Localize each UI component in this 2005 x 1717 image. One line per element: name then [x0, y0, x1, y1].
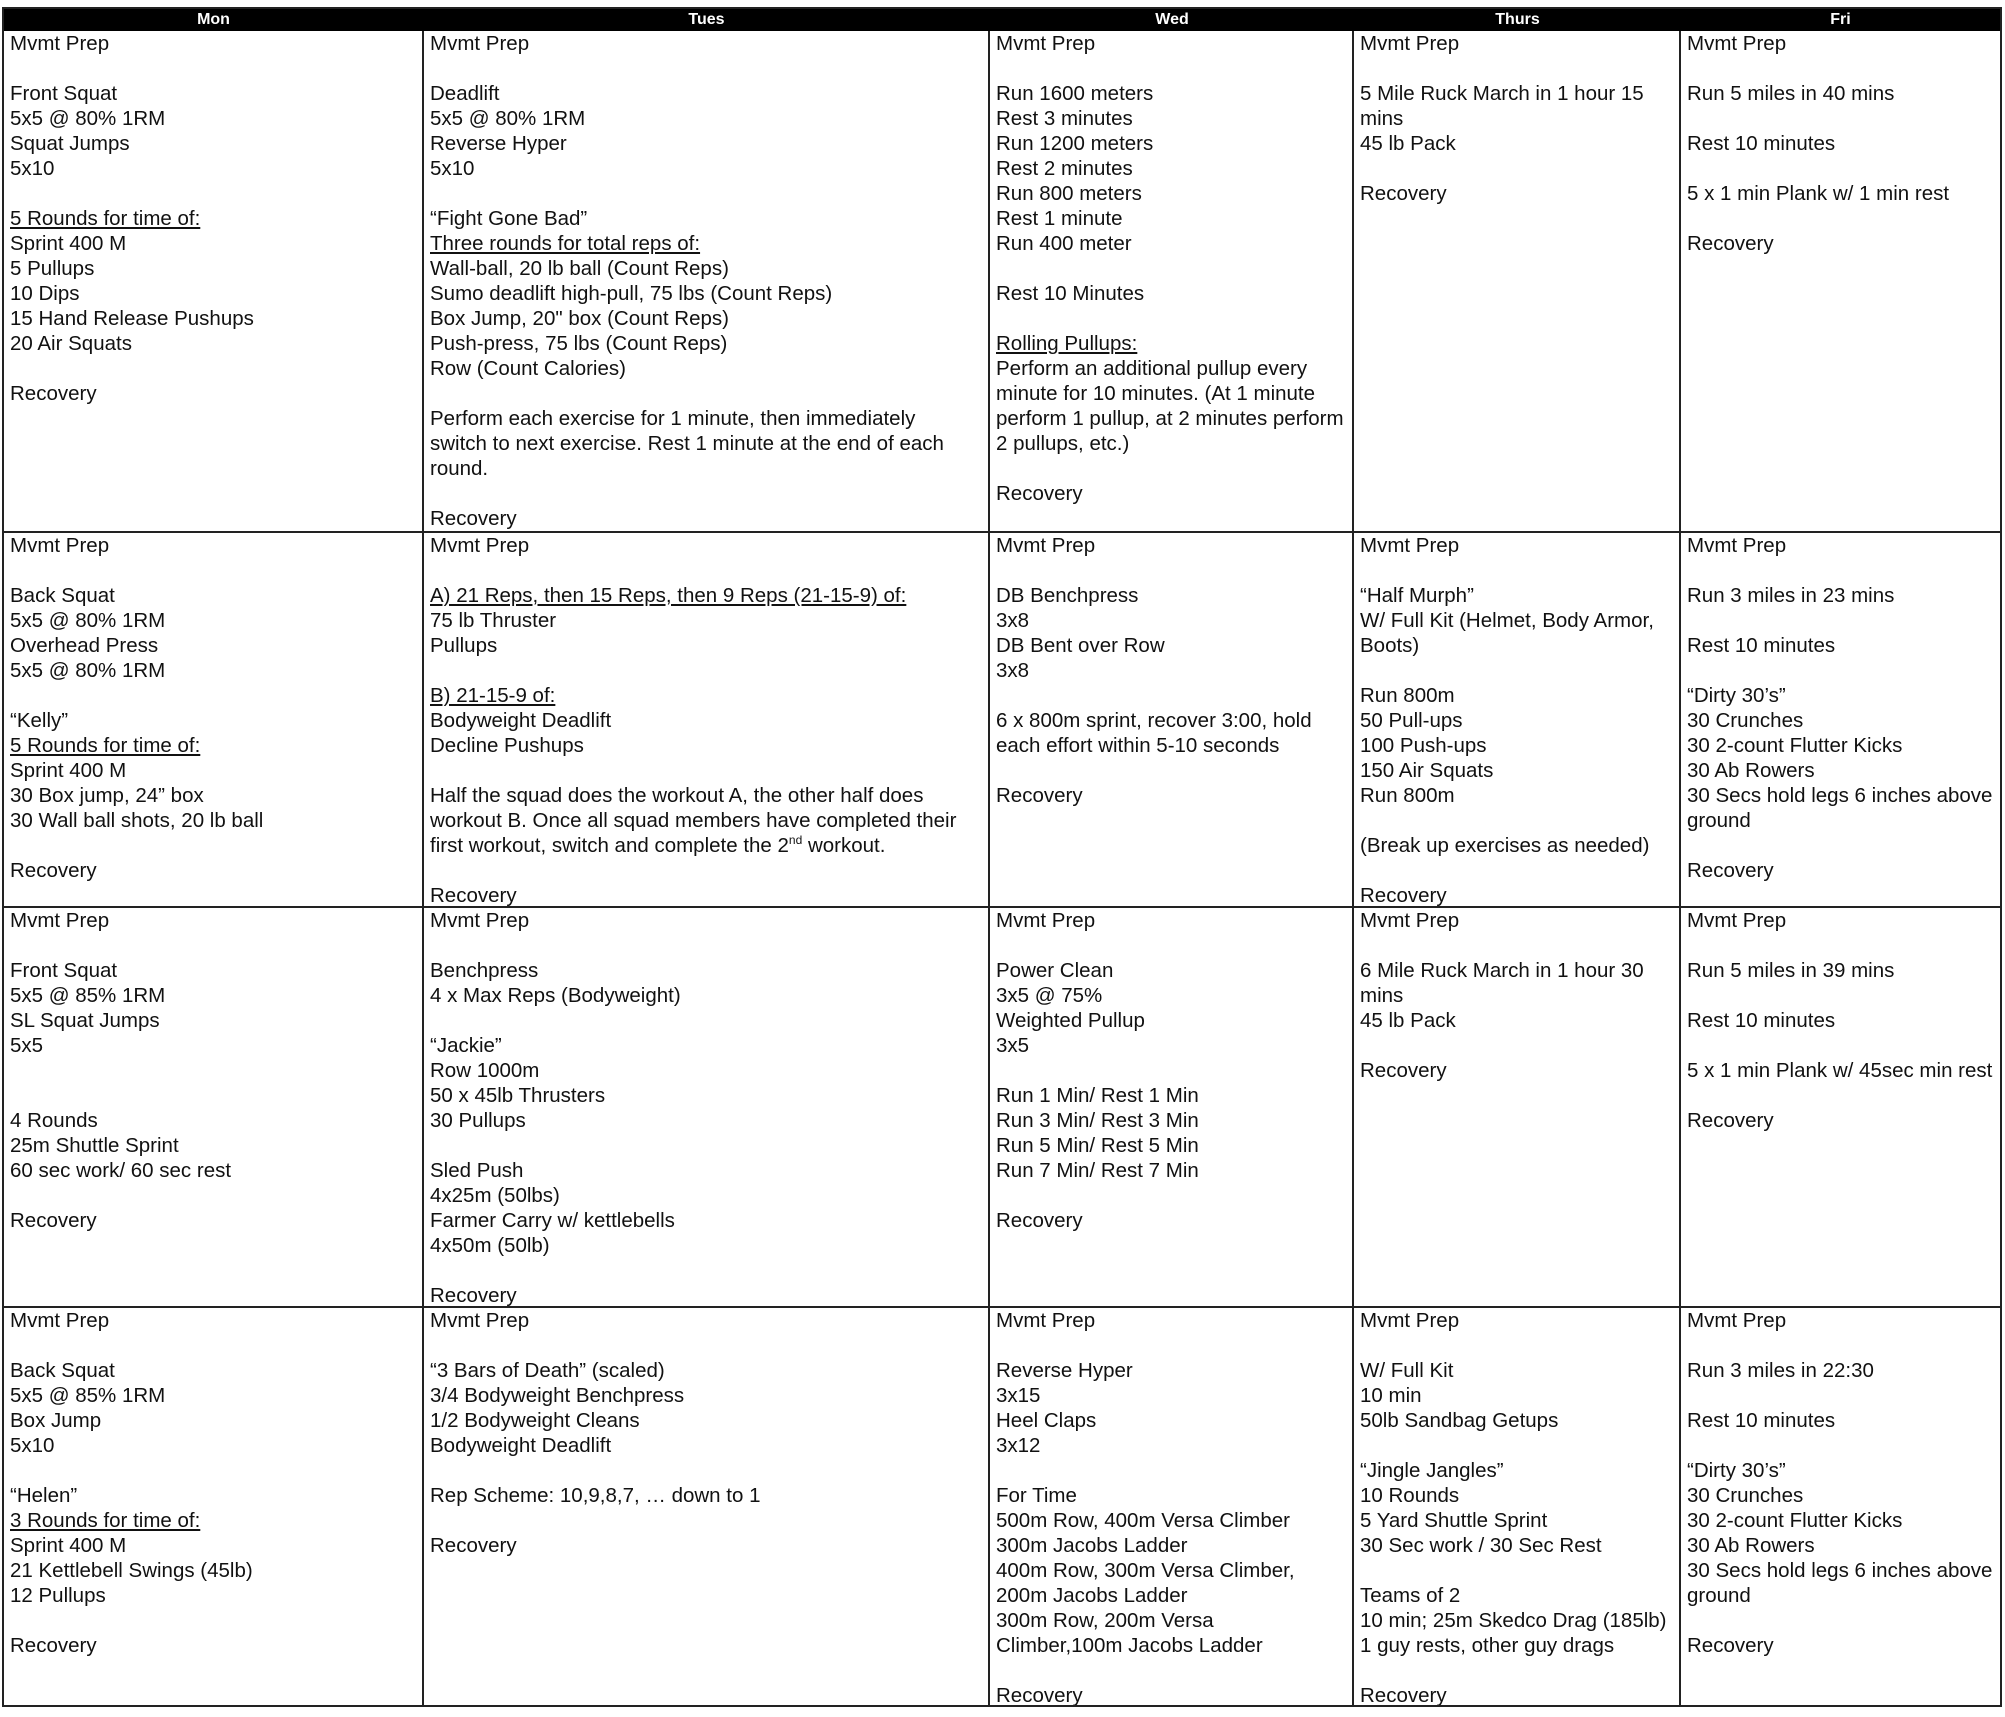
- workout-line: perform 1 pullup, at 2 minutes perform: [996, 407, 1344, 430]
- workout-line: “Jingle Jangles”: [1360, 1459, 1504, 1482]
- blank-line: [1687, 658, 1994, 683]
- workout-line: Recovery: [996, 784, 1083, 807]
- workout-line: Recovery: [996, 1209, 1083, 1232]
- workout-line: 30 Secs hold legs 6 inches above: [1687, 784, 1993, 807]
- blank-line: [1687, 983, 1994, 1008]
- workout-line: 75 lb Thruster: [430, 609, 557, 632]
- ordinal-suffix: nd: [788, 833, 803, 848]
- workout-line: Recovery: [10, 1634, 97, 1657]
- blank-line: [10, 1183, 416, 1208]
- workout-line: B) 21-15-9 of:: [430, 684, 556, 707]
- workout-line: Recovery: [10, 1209, 97, 1232]
- workout-line: 5x10: [10, 157, 55, 180]
- workout-line: 5x5 @ 80% 1RM: [10, 659, 166, 682]
- workout-line: Mvmt Prep: [430, 909, 530, 932]
- blank-line: [10, 1608, 416, 1633]
- workout-line: Benchpress: [430, 959, 539, 982]
- workout-line: 1/2 Bodyweight Cleans: [430, 1409, 640, 1432]
- workout-line: Mvmt Prep: [10, 534, 110, 557]
- workout-line: 2 pullups, etc.): [996, 432, 1130, 455]
- header-mon: Mon: [197, 11, 230, 28]
- workout-line: 20 Air Squats: [10, 332, 132, 355]
- workout-line: DB Benchpress: [996, 584, 1139, 607]
- blank-line: [10, 1058, 416, 1083]
- cell-week3-tues: [424, 908, 988, 1306]
- workout-line: 45 lb Pack: [1360, 132, 1456, 155]
- workout-line: W/ Full Kit: [1360, 1359, 1454, 1382]
- cell-week1-wed: [990, 31, 1352, 531]
- header-tues: Tues: [688, 11, 725, 28]
- workout-line: Recovery: [1687, 1109, 1774, 1132]
- blank-line: [430, 1508, 982, 1533]
- cell-week2-mon: [4, 533, 422, 906]
- workout-line: 5x5 @ 80% 1RM: [10, 609, 166, 632]
- cell-week1-fri: [1681, 31, 2000, 531]
- workout-line: “Kelly”: [10, 709, 69, 732]
- workout-line: Row (Count Calories): [430, 357, 626, 380]
- workout-line: Rolling Pullups:: [996, 332, 1138, 355]
- workout-line: Rest 10 minutes: [1687, 1009, 1836, 1032]
- workout-line: “Helen”: [10, 1484, 78, 1507]
- workout-line: 5x10: [430, 157, 475, 180]
- workout-line: 6 Mile Ruck March in 1 hour 30: [1360, 959, 1644, 982]
- blank-line: [1687, 1383, 1994, 1408]
- workout-line: 30 Crunches: [1687, 1484, 1804, 1507]
- workout-line: Run 1600 meters: [996, 82, 1154, 105]
- workout-line: Recovery: [996, 482, 1083, 505]
- workout-line: 5 Yard Shuttle Sprint: [1360, 1509, 1548, 1532]
- workout-line: 30 Pullups: [430, 1109, 526, 1132]
- blank-line: [10, 933, 416, 958]
- blank-line: [1360, 858, 1673, 883]
- cell-week1-tues: [424, 31, 988, 531]
- workout-line: Rest 1 minute: [996, 207, 1123, 230]
- workout-line: Sled Push: [430, 1159, 524, 1182]
- workout-line: Front Squat: [10, 959, 118, 982]
- workout-schedule-table: [2, 7, 2002, 1707]
- blank-line: [430, 1333, 982, 1358]
- workout-line: 5x5 @ 85% 1RM: [10, 984, 166, 1007]
- workout-line: Mvmt Prep: [10, 1309, 110, 1332]
- blank-line: [10, 1333, 416, 1358]
- blank-line: [1360, 156, 1673, 181]
- workout-line: Box Jump: [10, 1409, 102, 1432]
- header-thurs: Thurs: [1495, 11, 1540, 28]
- blank-line: [430, 1008, 982, 1033]
- workout-line: 30 Ab Rowers: [1687, 1534, 1815, 1557]
- workout-line: 30 Crunches: [1687, 709, 1804, 732]
- blank-line: [1687, 1608, 1994, 1633]
- workout-line: Recovery: [996, 1684, 1083, 1705]
- blank-line: [1687, 156, 1994, 181]
- cell-week3-fri: [1681, 908, 2000, 1306]
- workout-line: 3/4 Bodyweight Benchpress: [430, 1384, 685, 1407]
- workout-line: Three rounds for total reps of:: [430, 232, 701, 255]
- workout-line: Recovery: [1687, 1634, 1774, 1657]
- workout-line: 4 x Max Reps (Bodyweight): [430, 984, 681, 1007]
- cell-week3-wed: [990, 908, 1352, 1306]
- workout-line: Mvmt Prep: [1360, 909, 1460, 932]
- workout-line: workout B. Once all squad members have completed their: [430, 809, 957, 832]
- workout-line: ground: [1687, 809, 1751, 832]
- workout-line: Mvmt Prep: [1687, 534, 1787, 557]
- workout-line: Climber,100m Jacobs Ladder: [996, 1634, 1263, 1657]
- workout-line: switch to next exercise. Rest 1 minute at the end of each: [430, 432, 944, 455]
- workout-line: Mvmt Prep: [1687, 32, 1787, 55]
- blank-line: [996, 1333, 1346, 1358]
- workout-line: Rest 10 minutes: [1687, 132, 1836, 155]
- workout-line: Rest 10 minutes: [1687, 634, 1836, 657]
- workout-line: Mvmt Prep: [1360, 534, 1460, 557]
- workout-line: each effort within 5-10 seconds: [996, 734, 1280, 757]
- blank-line: [996, 558, 1346, 583]
- workout-line: 30 Box jump, 24” box: [10, 784, 204, 807]
- cell-week4-mon: [4, 1308, 422, 1705]
- blank-line: [10, 1458, 416, 1483]
- workout-line: Sprint 400 M: [10, 1534, 127, 1557]
- workout-line: Mvmt Prep: [10, 909, 110, 932]
- blank-line: [1360, 1333, 1673, 1358]
- workout-line: mins: [1360, 984, 1404, 1007]
- workout-line: Recovery: [10, 382, 97, 405]
- workout-line: Recovery: [430, 884, 517, 906]
- blank-line: [996, 1058, 1346, 1083]
- workout-line: Farmer Carry w/ kettlebells: [430, 1209, 675, 1232]
- blank-line: [1360, 56, 1673, 81]
- workout-line: round.: [430, 457, 489, 480]
- workout-line: Reverse Hyper: [430, 132, 567, 155]
- blank-line: [10, 356, 416, 381]
- workout-line: Power Clean: [996, 959, 1114, 982]
- workout-line: 5x5: [10, 1034, 44, 1057]
- blank-line: [1687, 106, 1994, 131]
- workout-line: Rest 10 Minutes: [996, 282, 1145, 305]
- workout-line: Recovery: [430, 1284, 517, 1306]
- workout-line: Box Jump, 20" box (Count Reps): [430, 307, 729, 330]
- workout-line: 5x10: [10, 1434, 55, 1457]
- blank-line: [996, 758, 1346, 783]
- workout-line: Run 800 meters: [996, 182, 1142, 205]
- workout-line: 50lb Sandbag Getups: [1360, 1409, 1559, 1432]
- workout-line: DB Bent over Row: [996, 634, 1165, 657]
- workout-line: Recovery: [1360, 884, 1447, 906]
- blank-line: [430, 1458, 982, 1483]
- cell-week1-mon: [4, 31, 422, 531]
- blank-line: [996, 1658, 1346, 1683]
- workout-line: Sumo deadlift high-pull, 75 lbs (Count Reps): [430, 282, 833, 305]
- workout-line: 6 x 800m sprint, recover 3:00, hold: [996, 709, 1312, 732]
- workout-line: Mvmt Prep: [1360, 32, 1460, 55]
- cell-week4-fri: [1681, 1308, 2000, 1705]
- workout-line: Recovery: [430, 507, 517, 530]
- blank-line: [1687, 1433, 1994, 1458]
- workout-line: Half the squad does the workout A, the other half does: [430, 784, 924, 807]
- workout-line: Boots): [1360, 634, 1420, 657]
- blank-line: [430, 858, 982, 883]
- workout-line: 5 Mile Ruck March in 1 hour 15: [1360, 82, 1644, 105]
- workout-line: Weighted Pullup: [996, 1009, 1145, 1032]
- workout-line: Bodyweight Deadlift: [430, 1434, 612, 1457]
- workout-line: 12 Pullups: [10, 1584, 106, 1607]
- workout-line: mins: [1360, 107, 1404, 130]
- workout-line: 30 2-count Flutter Kicks: [1687, 1509, 1903, 1532]
- workout-line: Back Squat: [10, 584, 115, 607]
- workout-line: “Half Murph”: [1360, 584, 1474, 607]
- workout-line: 1 guy rests, other guy drags: [1360, 1634, 1615, 1657]
- workout-line: 5x5 @ 80% 1RM: [430, 107, 586, 130]
- workout-line: Run 400 meter: [996, 232, 1132, 255]
- cell-week4-wed: [990, 1308, 1352, 1705]
- workout-line: 5 Pullups: [10, 257, 95, 280]
- blank-line: [996, 256, 1346, 281]
- workout-line: Perform each exercise for 1 minute, then immediately: [430, 407, 916, 430]
- workout-line: Mvmt Prep: [996, 534, 1096, 557]
- cell-week2-wed: [990, 533, 1352, 906]
- workout-line: Wall-ball, 20 lb ball (Count Reps): [430, 257, 729, 280]
- workout-line: 5x5 @ 80% 1RM: [10, 107, 166, 130]
- workout-line: Bodyweight Deadlift: [430, 709, 612, 732]
- cell-week2-tues: [424, 533, 988, 906]
- workout-line: 3x8: [996, 659, 1030, 682]
- blank-line: [1687, 608, 1994, 633]
- blank-line: [1360, 558, 1673, 583]
- blank-line: [1360, 658, 1673, 683]
- workout-line: Deadlift: [430, 82, 500, 105]
- workout-line: 150 Air Squats: [1360, 759, 1494, 782]
- workout-line: Mvmt Prep: [1687, 1309, 1787, 1332]
- workout-line: Push-press, 75 lbs (Count Reps): [430, 332, 728, 355]
- workout-line: 300m Jacobs Ladder: [996, 1534, 1188, 1557]
- workout-line: Mvmt Prep: [996, 1309, 1096, 1332]
- workout-line: “Fight Gone Bad”: [430, 207, 588, 230]
- blank-line: [1687, 1333, 1994, 1358]
- cell-week2-fri: [1681, 533, 2000, 906]
- workout-line: 30 Sec work / 30 Sec Rest: [1360, 1534, 1602, 1557]
- cell-week4-thurs: [1354, 1308, 1679, 1705]
- workout-line: Run 1 Min/ Rest 1 Min: [996, 1084, 1199, 1107]
- workout-line: Run 5 miles in 39 mins: [1687, 959, 1895, 982]
- workout-line: 5 Rounds for time of:: [10, 207, 201, 230]
- workout-line: Recovery: [1360, 1684, 1447, 1705]
- blank-line: [10, 683, 416, 708]
- workout-line: Sprint 400 M: [10, 232, 127, 255]
- workout-line: Rest 10 minutes: [1687, 1409, 1836, 1432]
- workout-line: 3 Rounds for time of:: [10, 1509, 201, 1532]
- blank-line: [430, 181, 982, 206]
- workout-line: 21 Kettlebell Swings (45lb): [10, 1559, 253, 1582]
- workout-line: SL Squat Jumps: [10, 1009, 160, 1032]
- workout-line-text: first workout, switch and complete the 2: [430, 834, 789, 857]
- blank-line: [996, 933, 1346, 958]
- workout-line-text: workout.: [802, 834, 886, 857]
- workout-line: ground: [1687, 1584, 1751, 1607]
- workout-line: 5 x 1 min Plank w/ 1 min rest: [1687, 182, 1950, 205]
- workout-line: Squat Jumps: [10, 132, 130, 155]
- workout-line: 3x5 @ 75%: [996, 984, 1103, 1007]
- workout-line: Mvmt Prep: [996, 32, 1096, 55]
- workout-line: Overhead Press: [10, 634, 159, 657]
- blank-line: [1360, 1433, 1673, 1458]
- workout-line: Run 7 Min/ Rest 7 Min: [996, 1159, 1199, 1182]
- workout-line: Run 1200 meters: [996, 132, 1154, 155]
- blank-line: [430, 56, 982, 81]
- workout-line: Run 5 miles in 40 mins: [1687, 82, 1895, 105]
- workout-line: 200m Jacobs Ladder: [996, 1584, 1188, 1607]
- workout-line: (Break up exercises as needed): [1360, 834, 1650, 857]
- cell-week4-tues: [424, 1308, 988, 1705]
- workout-line: Run 800m: [1360, 784, 1455, 807]
- workout-line: 100 Push-ups: [1360, 734, 1487, 757]
- workout-line: Perform an additional pullup every: [996, 357, 1308, 380]
- blank-line: [996, 1458, 1346, 1483]
- header-fri: Fri: [1830, 11, 1851, 28]
- workout-line: Mvmt Prep: [996, 909, 1096, 932]
- blank-line: [430, 381, 982, 406]
- workout-line: minute for 10 minutes. (At 1 minute: [996, 382, 1316, 405]
- workout-line: 60 sec work/ 60 sec rest: [10, 1159, 232, 1182]
- blank-line: [430, 1258, 982, 1283]
- workout-line: Mvmt Prep: [10, 32, 110, 55]
- blank-line: [1687, 56, 1994, 81]
- workout-line: 50 x 45lb Thrusters: [430, 1084, 606, 1107]
- workout-line: “Jackie”: [430, 1034, 502, 1057]
- workout-line: Teams of 2: [1360, 1584, 1461, 1607]
- workout-line: 45 lb Pack: [1360, 1009, 1456, 1032]
- workout-line: 10 min: [1360, 1384, 1422, 1407]
- workout-line: 5 Rounds for time of:: [10, 734, 201, 757]
- workout-line: Front Squat: [10, 82, 118, 105]
- blank-line: [1687, 1033, 1994, 1058]
- blank-line: [1360, 1658, 1673, 1683]
- workout-line: Recovery: [1360, 1059, 1447, 1082]
- blank-line: [1360, 808, 1673, 833]
- workout-line: “Dirty 30’s”: [1687, 684, 1786, 707]
- blank-line: [996, 1183, 1346, 1208]
- blank-line: [430, 658, 982, 683]
- workout-line: Rep Scheme: 10,9,8,7, … down to 1: [430, 1484, 761, 1507]
- workout-line: Reverse Hyper: [996, 1359, 1133, 1382]
- workout-line: Mvmt Prep: [1360, 1309, 1460, 1332]
- blank-line: [10, 181, 416, 206]
- workout-line: 10 Dips: [10, 282, 80, 305]
- workout-line: 30 Secs hold legs 6 inches above: [1687, 1559, 1993, 1582]
- blank-line: [10, 56, 416, 81]
- workout-line: 5x5 @ 85% 1RM: [10, 1384, 166, 1407]
- workout-line: Run 3 miles in 23 mins: [1687, 584, 1895, 607]
- workout-line: 10 min; 25m Skedco Drag (185lb): [1360, 1609, 1667, 1632]
- workout-line: Mvmt Prep: [430, 32, 530, 55]
- cell-week3-thurs: [1354, 908, 1679, 1306]
- workout-line: Decline Pushups: [430, 734, 584, 757]
- workout-line: Mvmt Prep: [1687, 909, 1787, 932]
- cell-week1-thurs: [1354, 31, 1679, 531]
- workout-line: Recovery: [1687, 232, 1774, 255]
- workout-line: A) 21 Reps, then 15 Reps, then 9 Reps (21-15-9) of:: [430, 584, 907, 607]
- workout-line: Recovery: [1687, 859, 1774, 882]
- workout-line: 400m Row, 300m Versa Climber,: [996, 1559, 1295, 1582]
- blank-line: [1360, 1033, 1673, 1058]
- workout-line: Recovery: [430, 1534, 517, 1557]
- workout-line: Back Squat: [10, 1359, 115, 1382]
- workout-line: Rest 3 minutes: [996, 107, 1133, 130]
- workout-line: W/ Full Kit (Helmet, Body Armor,: [1360, 609, 1654, 632]
- workout-line: 30 Ab Rowers: [1687, 759, 1815, 782]
- workout-line: 25m Shuttle Sprint: [10, 1134, 179, 1157]
- blank-line: [996, 56, 1346, 81]
- blank-line: [10, 1083, 416, 1108]
- blank-line: [430, 558, 982, 583]
- workout-line: Recovery: [10, 859, 97, 882]
- workout-line: 4x50m (50lb): [430, 1234, 550, 1257]
- workout-line: 3x12: [996, 1434, 1041, 1457]
- workout-line: Run 3 Min/ Rest 3 Min: [996, 1109, 1199, 1132]
- blank-line: [10, 558, 416, 583]
- workout-line: Sprint 400 M: [10, 759, 127, 782]
- workout-line: “3 Bars of Death” (scaled): [430, 1359, 665, 1382]
- cell-week2-thurs: [1354, 533, 1679, 906]
- blank-line: [430, 933, 982, 958]
- workout-line: Run 5 Min/ Rest 5 Min: [996, 1134, 1199, 1157]
- workout-line: 15 Hand Release Pushups: [10, 307, 254, 330]
- workout-line: For Time: [996, 1484, 1077, 1507]
- workout-line: “Dirty 30’s”: [1687, 1459, 1786, 1482]
- cell-week3-mon: [4, 908, 422, 1306]
- workout-line: Rest 2 minutes: [996, 157, 1133, 180]
- blank-line: [1360, 933, 1673, 958]
- workout-line: 300m Row, 200m Versa: [996, 1609, 1214, 1632]
- workout-line: Recovery: [1360, 182, 1447, 205]
- workout-line: 500m Row, 400m Versa Climber: [996, 1509, 1290, 1532]
- blank-line: [1687, 933, 1994, 958]
- workout-line: 3x5: [996, 1034, 1030, 1057]
- blank-line: [1360, 1558, 1673, 1583]
- blank-line: [1687, 558, 1994, 583]
- workout-line: 5 x 1 min Plank w/ 45sec min rest: [1687, 1059, 1993, 1082]
- workout-line: Mvmt Prep: [430, 534, 530, 557]
- blank-line: [996, 306, 1346, 331]
- blank-line: [1687, 206, 1994, 231]
- header-row: [4, 9, 2000, 31]
- workout-line: 3x8: [996, 609, 1030, 632]
- blank-line: [430, 481, 982, 506]
- header-wed: Wed: [1155, 11, 1189, 28]
- workout-line: 50 Pull-ups: [1360, 709, 1463, 732]
- workout-line: 3x15: [996, 1384, 1041, 1407]
- workout-line: Run 800m: [1360, 684, 1455, 707]
- blank-line: [996, 456, 1346, 481]
- blank-line: [430, 758, 982, 783]
- workout-line: Mvmt Prep: [430, 1309, 530, 1332]
- workout-line: 10 Rounds: [1360, 1484, 1460, 1507]
- workout-line: 4x25m (50lbs): [430, 1184, 560, 1207]
- workout-line: 30 Wall ball shots, 20 lb ball: [10, 809, 264, 832]
- workout-line: Pullups: [430, 634, 498, 657]
- workout-line: 4 Rounds: [10, 1109, 98, 1132]
- workout-line: Run 3 miles in 22:30: [1687, 1359, 1874, 1382]
- blank-line: [1687, 833, 1994, 858]
- blank-line: [1687, 1083, 1994, 1108]
- workout-line: Heel Claps: [996, 1409, 1097, 1432]
- blank-line: [10, 833, 416, 858]
- workout-line: 30 2-count Flutter Kicks: [1687, 734, 1903, 757]
- workout-line: [430, 833, 982, 858]
- workout-line: Row 1000m: [430, 1059, 540, 1082]
- blank-line: [430, 1133, 982, 1158]
- blank-line: [996, 683, 1346, 708]
